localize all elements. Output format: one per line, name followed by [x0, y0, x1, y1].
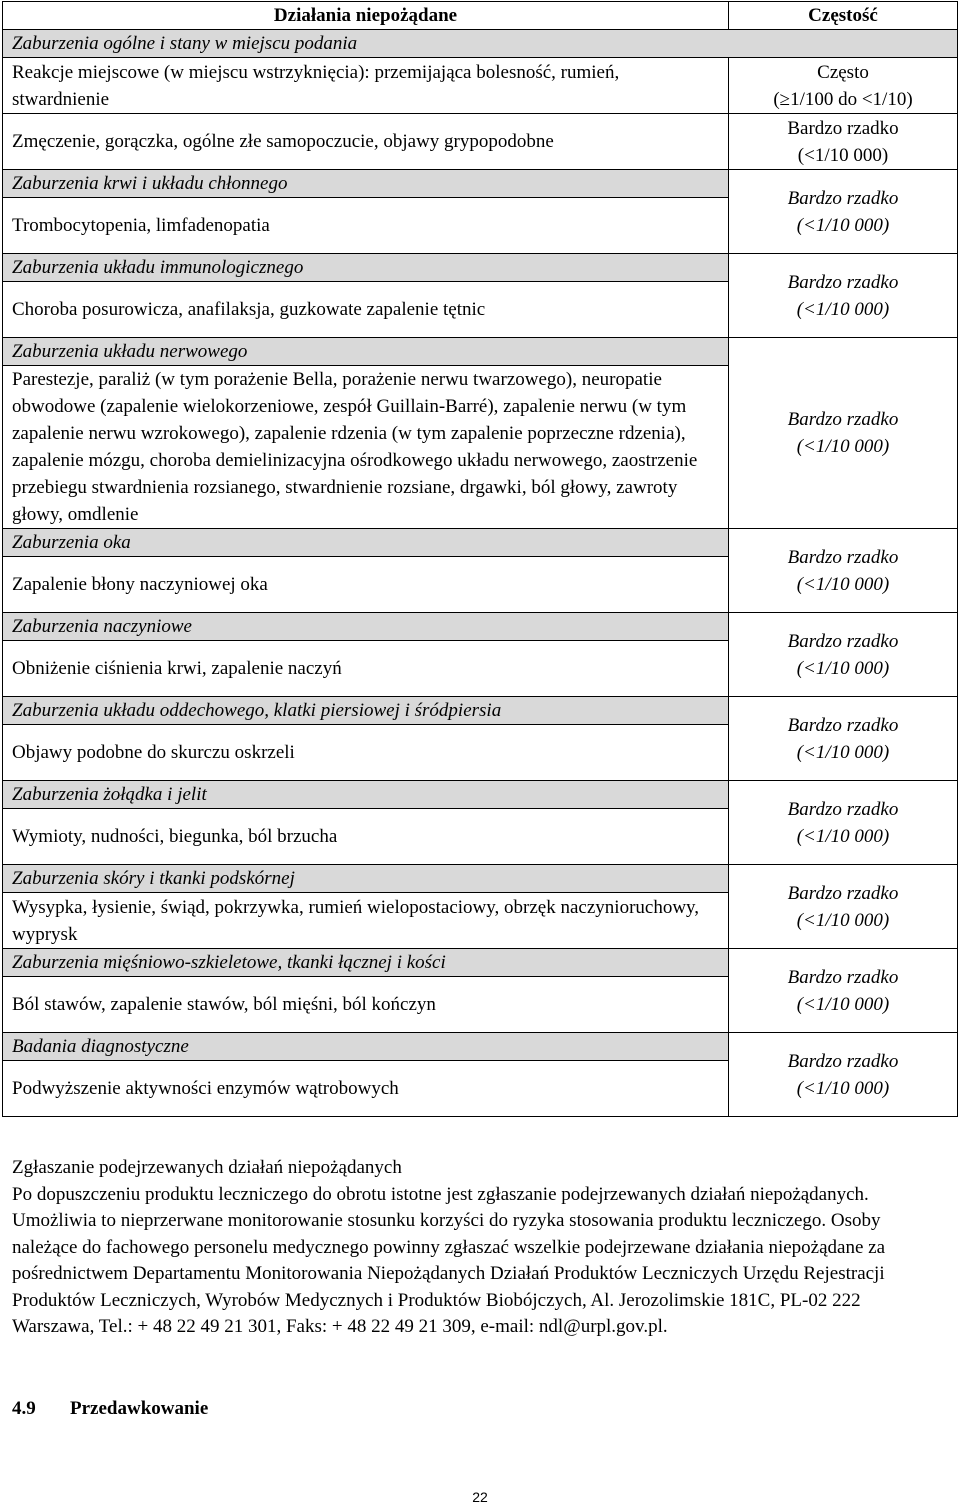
effect-text: Ból stawów, zapalenie stawów, ból mięśni, ból kończyn — [3, 977, 729, 1033]
section-number: 4.9 — [12, 1398, 36, 1419]
effect-text: Obniżenie ciśnienia krwi, zapalenie naczyń — [3, 641, 729, 697]
soc-heading: Zaburzenia mięśniowo-szkieletowe, tkanki łącznej i kości — [3, 949, 729, 977]
soc-row — [3, 781, 958, 809]
frequency-range: (<1/10 000) — [796, 825, 890, 847]
soc-heading: Zaburzenia skóry i tkanki podskórnej — [3, 865, 729, 893]
soc-heading: Zaburzenia układu immunologicznego — [3, 254, 729, 282]
soc-heading: Zaburzenia oka — [3, 529, 729, 557]
frequency-label: Bardzo rzadko — [787, 966, 899, 988]
frequency-range: (<1/10 000) — [796, 573, 890, 595]
frequency-range: (<1/10 000) — [796, 214, 890, 236]
effect-row — [3, 58, 958, 114]
header-effects: Działania niepożądane — [3, 2, 729, 30]
frequency-label: Bardzo rzadko — [787, 882, 899, 904]
soc-row — [3, 865, 958, 893]
soc-heading: Badania diagnostyczne — [3, 1033, 729, 1061]
soc-row — [3, 30, 958, 58]
soc-heading: Zaburzenia naczyniowe — [3, 613, 729, 641]
frequency-label: Bardzo rzadko — [787, 546, 899, 568]
soc-row — [3, 1033, 958, 1061]
frequency-label: Bardzo rzadko — [787, 187, 899, 209]
effect-text: Reakcje miejscowe (w miejscu wstrzyknięcia): przemijająca bolesność, rumień, stwardnienie — [3, 58, 729, 114]
effect-text: Objawy podobne do skurczu oskrzeli — [3, 725, 729, 781]
frequency-cell — [729, 170, 958, 254]
table-body — [3, 30, 958, 1117]
frequency-range: (<1/10 000) — [796, 1077, 890, 1099]
frequency-range: (<1/10 000) — [796, 993, 890, 1015]
soc-heading: Zaburzenia ogólne i stany w miejscu podania — [3, 30, 958, 58]
frequency-cell — [729, 697, 958, 781]
section-title: Przedawkowanie — [70, 1398, 209, 1419]
soc-heading: Zaburzenia układu oddechowego, klatki piersiowej i śródpiersia — [3, 697, 729, 725]
page-number: 22 — [472, 1489, 488, 1505]
frequency-cell — [729, 338, 958, 529]
frequency-range: (<1/10 000) — [797, 144, 889, 166]
frequency-range: (≥1/100 do <1/10) — [773, 88, 913, 110]
effect-text: Trombocytopenia, limfadenopatia — [3, 198, 729, 254]
effect-text: Wysypka, łysienie, świąd, pokrzywka, rumień wielopostaciowy, obrzęk naczynioruchowy, wyprysk — [3, 893, 729, 949]
frequency-cell — [729, 865, 958, 949]
frequency-cell — [729, 529, 958, 613]
frequency-label: Często — [817, 61, 869, 83]
soc-row — [3, 697, 958, 725]
frequency-range: (<1/10 000) — [796, 298, 890, 320]
reporting-section — [12, 1155, 942, 1341]
effect-text: Choroba posurowicza, anafilaksja, guzkowate zapalenie tętnic — [3, 282, 729, 338]
frequency-cell — [729, 949, 958, 1033]
soc-row — [3, 338, 958, 366]
effect-text: Wymioty, nudności, biegunka, ból brzucha — [3, 809, 729, 865]
header-frequency: Częstość — [729, 2, 958, 30]
section-heading — [12, 1398, 208, 1420]
frequency-label: Bardzo rzadko — [787, 409, 899, 430]
frequency-label: Bardzo rzadko — [787, 1050, 899, 1072]
frequency-label: Bardzo rzadko — [787, 271, 899, 293]
soc-heading: Zaburzenia układu nerwowego — [3, 338, 729, 366]
frequency-cell — [729, 613, 958, 697]
effect-text: Zmęczenie, gorączka, ogólne złe samopoczucie, objawy grypopodobne — [3, 114, 729, 170]
soc-row — [3, 949, 958, 977]
effect-text: Zapalenie błony naczyniowej oka — [3, 557, 729, 613]
frequency-label: Bardzo rzadko — [787, 630, 899, 652]
soc-row — [3, 170, 958, 198]
frequency-range: (<1/10 000) — [796, 741, 890, 763]
soc-row — [3, 613, 958, 641]
adverse-effects-table — [2, 1, 958, 1117]
effect-text: Podwyższenie aktywności enzymów wątrobowych — [3, 1061, 729, 1117]
frequency-range: (<1/10 000) — [796, 657, 890, 679]
reporting-body: Po dopuszczeniu produktu leczniczego do obrotu istotne jest zgłaszanie podejrzewanych działań niepożądanych. Umożliwia to nieprzerwane monitorowanie stosunku korzyści do ryzyka stosowania produktu leczniczego. Osoby należące do fachowego personelu medycznego powinny zgłaszać wszelkie podejrzewane działania niepożądane za pośrednictwem Departamentu Monitorowania Niepożądanych Działań Produktów Leczniczych Urzędu Rejestracji Produktów Leczniczych, Wyrobów Medycznych i Produktów Biobójczych, Al. Jerozolimskie 181C, PL-02 222 Warszawa, Tel.: + 48 22 49 21 301, Faks: + 48 22 49 21 309, e-mail: ndl@urpl.gov.pl. — [12, 1183, 886, 1337]
frequency-label: Bardzo rzadko — [787, 714, 899, 736]
frequency-cell — [729, 781, 958, 865]
frequency-label: Bardzo rzadko — [787, 798, 899, 820]
frequency-cell — [729, 254, 958, 338]
frequency-cell — [729, 1033, 958, 1117]
soc-row — [3, 254, 958, 282]
soc-heading: Zaburzenia żołądka i jelit — [3, 781, 729, 809]
frequency-cell — [729, 58, 958, 114]
frequency-cell — [729, 114, 958, 170]
soc-heading: Zaburzenia krwi i układu chłonnego — [3, 170, 729, 198]
frequency-label: Bardzo rzadko — [787, 117, 899, 139]
reporting-title: Zgłaszanie podejrzewanych działań niepożądanych — [12, 1157, 402, 1178]
effect-row — [3, 114, 958, 170]
soc-row — [3, 529, 958, 557]
frequency-range: (<1/10 000) — [796, 436, 890, 457]
frequency-range: (<1/10 000) — [796, 909, 890, 931]
effect-text: Parestezje, paraliż (w tym porażenie Bella, porażenie nerwu twarzowego), neuropatie obwodowe (zapalenie wielokorzeniowe, zespół Guillain-Barré), zapalenie nerwu (w tym zapalenie nerwu wzrokowego), zapalenie rdzenia (w tym zapalenie poprzeczne rdzenia), zapalenie mózgu, choroba demielinizacyjna ośrodkowego układu nerwowego, zaostrzenie przebiegu stwardnienia rozsianego, stwardnienie rozsiane, drgawki, ból głowy, zawroty głowy, omdlenie — [3, 366, 729, 529]
table-header-row — [3, 2, 958, 30]
